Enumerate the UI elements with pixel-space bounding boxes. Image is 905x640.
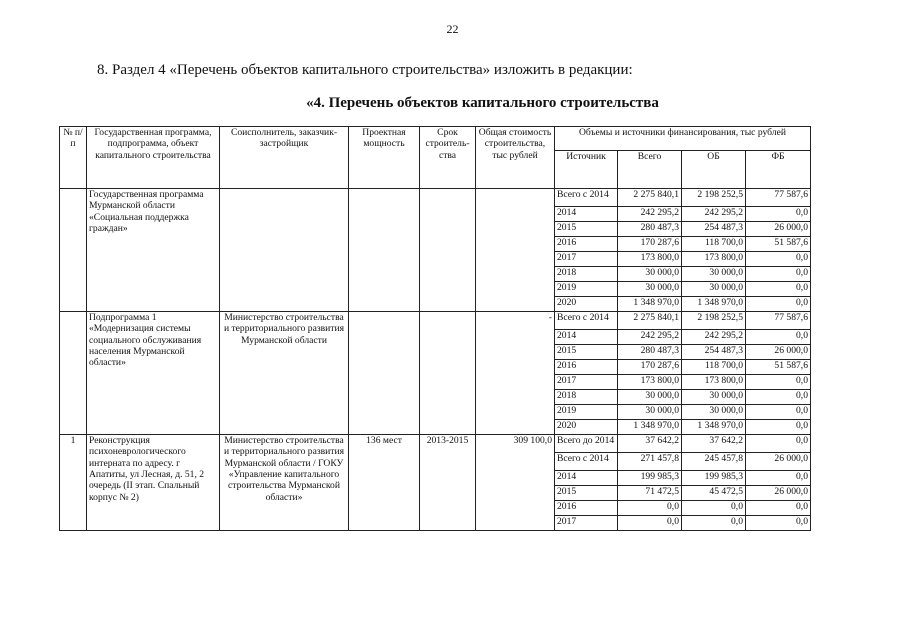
funding-fb: 0,0 [746,471,811,486]
program-name: Подпрограмма 1 «Модернизация системы социального обслуживания населения Мурманской области» [87,312,220,435]
funding-total: 199 985,3 [618,471,682,486]
funding-fb: 0,0 [746,420,811,435]
funding-fb: 0,0 [746,516,811,531]
funding-source: 2016 [555,237,618,252]
funding-fb: 0,0 [746,297,811,312]
funding-source: 2016 [555,501,618,516]
funding-fb: 51 587,6 [746,237,811,252]
header-funding: Объемы и источники финансирования, тыс рублей [555,127,811,151]
funding-ob: 118 700,0 [682,360,746,375]
table-row [60,189,811,207]
funding-source: 2018 [555,267,618,282]
program-name: Реконструкция психоневрологического интерната по адресу. г Апатиты, ул Лесная, д. 51, 2 очередь (II этап. Спальный корпус № 2) [87,435,220,531]
funding-total: 37 642,2 [618,435,682,453]
funding-source: 2014 [555,330,618,345]
funding-source: Всего с 2014 [555,453,618,471]
funding-total: 173 800,0 [618,252,682,267]
funding-fb: 0,0 [746,330,811,345]
funding-source: 2014 [555,207,618,222]
funding-total: 1 348 970,0 [618,297,682,312]
funding-source: 2018 [555,390,618,405]
section-title: «4. Перечень объектов капитального строительства [306,95,659,111]
header-fb: ФБ [746,151,811,189]
header-executor: Соисполнитель, заказчик-застройщик [220,127,349,189]
funding-ob: 30 000,0 [682,390,746,405]
funding-ob: 30 000,0 [682,282,746,297]
funding-ob: 45 472,5 [682,486,746,501]
funding-ob: 0,0 [682,516,746,531]
funding-ob: 254 487,3 [682,222,746,237]
table-body [60,189,811,531]
funding-fb: 0,0 [746,267,811,282]
header-ob: ОБ [682,151,746,189]
funding-ob: 2 198 252,5 [682,312,746,330]
header-capacity: Проектная мощность [349,127,420,189]
funding-source: 2015 [555,222,618,237]
funding-source: Всего с 2014 [555,189,618,207]
funding-source: Всего до 2014 [555,435,618,453]
construction-term: 2013-2015 [420,435,476,531]
table-row [60,312,811,330]
funding-source: 2020 [555,297,618,312]
capital-construction-table [59,126,811,531]
funding-total: 2 275 840,1 [618,312,682,330]
funding-ob: 1 348 970,0 [682,297,746,312]
funding-ob: 118 700,0 [682,237,746,252]
funding-fb: 26 000,0 [746,222,811,237]
executor-name [220,189,349,312]
project-capacity: 136 мест [349,435,420,531]
row-number: 1 [60,435,87,531]
funding-total: 242 295,2 [618,330,682,345]
funding-total: 30 000,0 [618,267,682,282]
funding-source: 2015 [555,345,618,360]
header-program: Государственная программа, подпрограмма, объект капитального строительства [87,127,220,189]
funding-source: 2019 [555,282,618,297]
funding-ob: 254 487,3 [682,345,746,360]
header-source: Источник [555,151,618,189]
funding-source: 2015 [555,486,618,501]
funding-total: 170 287,6 [618,237,682,252]
funding-fb: 77 587,6 [746,312,811,330]
funding-source: 2017 [555,252,618,267]
funding-ob: 30 000,0 [682,405,746,420]
funding-total: 30 000,0 [618,282,682,297]
header-cost: Общая стоимость строительства, тыс рублей [476,127,555,189]
funding-fb: 0,0 [746,405,811,420]
funding-total: 280 487,3 [618,345,682,360]
funding-fb: 26 000,0 [746,453,811,471]
funding-ob: 242 295,2 [682,207,746,222]
row-number [60,189,87,312]
executor-name: Министерство строительства и территориального развития Мурманской области [220,312,349,435]
funding-source: 2017 [555,516,618,531]
total-cost: 309 100,0 [476,435,555,531]
funding-total: 173 800,0 [618,375,682,390]
funding-fb: 0,0 [746,252,811,267]
total-cost: - [476,312,555,435]
funding-fb: 0,0 [746,282,811,297]
project-capacity [349,189,420,312]
funding-source: Всего с 2014 [555,312,618,330]
row-number [60,312,87,435]
funding-source: 2016 [555,360,618,375]
funding-fb: 0,0 [746,501,811,516]
total-cost [476,189,555,312]
funding-source: 2014 [555,471,618,486]
funding-fb: 0,0 [746,375,811,390]
table-row [60,435,811,453]
funding-total: 30 000,0 [618,405,682,420]
funding-total: 71 472,5 [618,486,682,501]
header-total: Всего [618,151,682,189]
funding-ob: 245 457,8 [682,453,746,471]
funding-ob: 173 800,0 [682,375,746,390]
funding-total: 170 287,6 [618,360,682,375]
intro-text: 8. Раздел 4 «Перечень объектов капитального строительства» изложить в редакции: [97,62,633,78]
construction-term [420,189,476,312]
funding-ob: 2 198 252,5 [682,189,746,207]
funding-ob: 0,0 [682,501,746,516]
funding-fb: 26 000,0 [746,345,811,360]
funding-ob: 242 295,2 [682,330,746,345]
funding-fb: 0,0 [746,207,811,222]
header-term: Срок строитель-ства [420,127,476,189]
funding-total: 1 348 970,0 [618,420,682,435]
funding-total: 30 000,0 [618,390,682,405]
funding-total: 0,0 [618,501,682,516]
funding-ob: 1 348 970,0 [682,420,746,435]
header-num: № п/п [60,127,87,189]
funding-ob: 173 800,0 [682,252,746,267]
funding-fb: 26 000,0 [746,486,811,501]
funding-fb: 0,0 [746,390,811,405]
funding-source: 2019 [555,405,618,420]
funding-fb: 51 587,6 [746,360,811,375]
funding-ob: 37 642,2 [682,435,746,453]
project-capacity [349,312,420,435]
page-number: 22 [446,22,459,36]
funding-total: 280 487,3 [618,222,682,237]
funding-fb: 0,0 [746,435,811,453]
funding-total: 271 457,8 [618,453,682,471]
funding-ob: 199 985,3 [682,471,746,486]
funding-ob: 30 000,0 [682,267,746,282]
funding-source: 2020 [555,420,618,435]
funding-total: 0,0 [618,516,682,531]
construction-term [420,312,476,435]
funding-total: 2 275 840,1 [618,189,682,207]
funding-source: 2017 [555,375,618,390]
program-name: Государственная программа Мурманской области «Социальная поддержка граждан» [87,189,220,312]
executor-name: Министерство строительства и территориального развития Мурманской области / ГОКУ «Управление капитального строительства Мурманской области» [220,435,349,531]
funding-total: 242 295,2 [618,207,682,222]
funding-fb: 77 587,6 [746,189,811,207]
